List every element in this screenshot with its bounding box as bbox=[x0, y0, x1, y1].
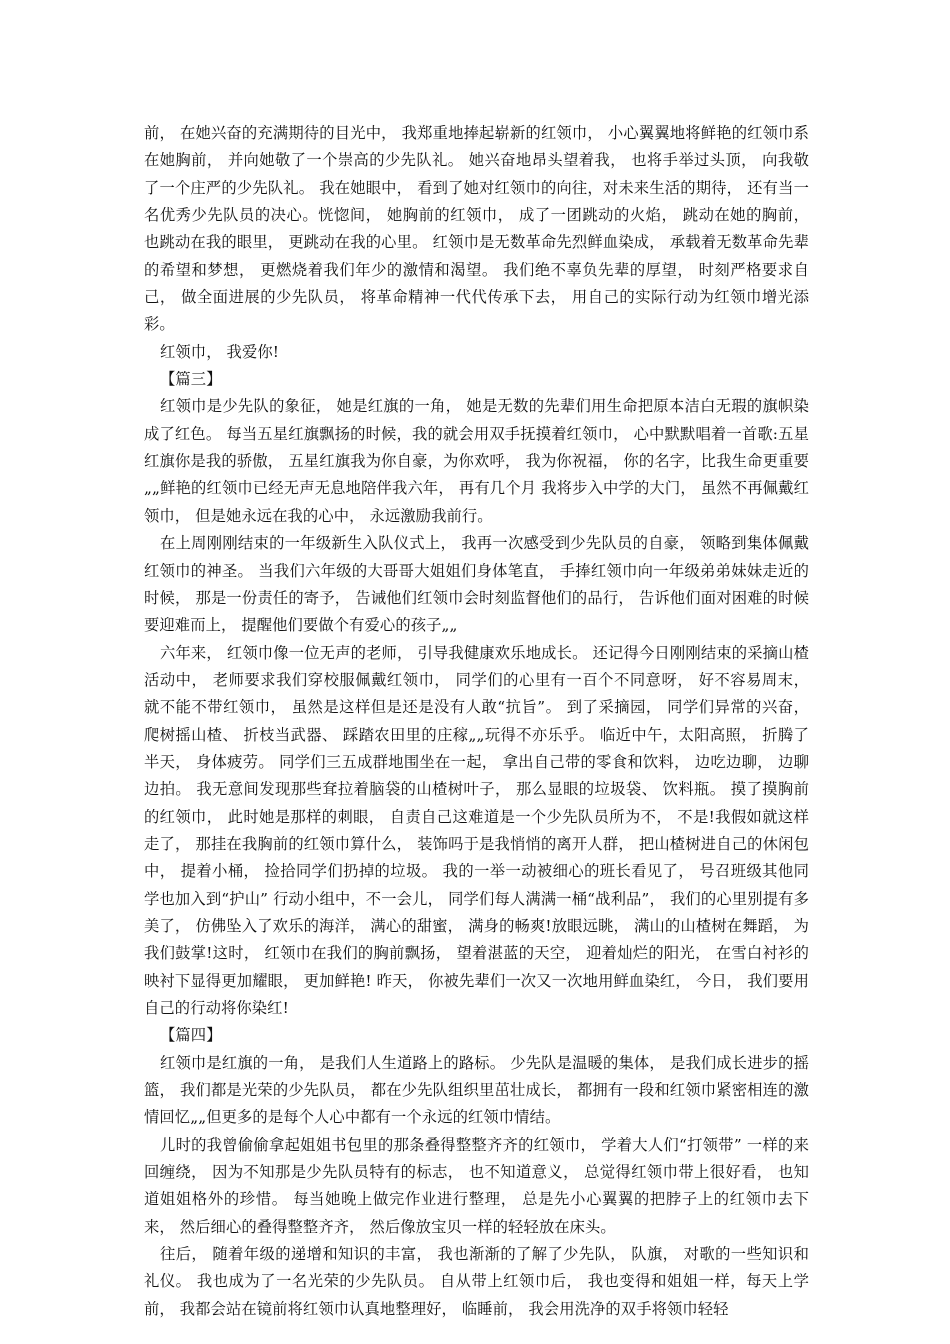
document-page bbox=[144, 120, 809, 1323]
paragraph: 往后， 随着年级的递增和知识的丰富， 我也渐渐的了解了少先队， 队旗， 对歌的一些知识和礼仪。 我也成为了一名光荣的少先队员。 自从带上红领巾后， 我也变得和姐姐一样，每天上学前， 我都会站在镜前将红领巾认真地整理好， 临睡前， 我会用洗净的双手将领巾轻轻 bbox=[144, 1245, 809, 1318]
paragraph: 前， 在她兴奋的充满期待的目光中， 我郑重地捧起崭新的红领巾， 小心翼翼地将鲜艳的红领巾系在她胸前， 并向她敬了一个崇高的少先队礼。 她兴奋地昂头望着我， 也将手举过头顶， 向我敬了一个庄严的少先队礼。 我在她眼中， 看到了她对红领巾的向往，对未来生活的期待， 还有当一名优秀少先队员的决心。恍惚间， 她胸前的红领巾， 成了一团跳动的火焰， 跳动在她的胸前， 也跳动在我的眼里， 更跳动在我的心里。 红领巾是无数革命先烈鲜血染成， 承载着无数革命先辈的希望和梦想， 更燃烧着我们年少的激情和渴望。 我们绝不辜负先辈的厚望， 时刻严格要求自己， 做全面进展的少先队员， 将革命精神一代代传承下去， 用自己的实际行动为红领巾增光添彩。 bbox=[144, 124, 809, 334]
paragraph: 儿时的我曾偷偷拿起姐姐书包里的那条叠得整整齐齐的红领巾， 学着大人们“打领带” 一样的来回缠绕， 因为不知那是少先队员特有的标志， 也不知道意义， 总觉得红领巾带上很好看， 也知道姐姐格外的珍惜。 每当她晚上做完作业进行整理， 总是先小心翼翼的把脖子上的红领巾去下来， 然后细心的叠得整整齐齐， 然后像放宝贝一样的轻轻放在床头。 bbox=[144, 1135, 809, 1236]
paragraph: 红领巾是少先队的象征， 她是红旗的一角， 她是无数的先辈们用生命把原本洁白无瑕的旗帜染成了红色。 每当五星红旗飘扬的时候，我的就会用双手抚摸着红领巾， 心中默默唱着一首歌:五星红旗你是我的骄傲， 五星红旗我为你自豪，为你欢呼， 我为你祝福， 你的名字，比我生命更重要„„鲜艳的红领巾已经无声无息地陪伴我六年， 再有几个月 我将步入中学的大门， 虽然不再佩戴红领巾， 但是她永远在我的心中， 永远激励我前行。 bbox=[144, 397, 809, 525]
section-heading: 【篇三】 bbox=[160, 370, 222, 389]
paragraph: 红领巾是红旗的一角， 是我们人生道路上的路标。 少先队是温暖的集体， 是我们成长进步的摇篮， 我们都是光荣的少先队员， 都在少先队组织里茁壮成长， 都拥有一段和红领巾紧密相连的激情回忆„„但更多的是每个人心中都有一个永远的红领巾情结。 bbox=[144, 1053, 809, 1127]
paragraph: 红领巾， 我爱你! bbox=[160, 342, 279, 361]
paragraph: 在上周刚刚结束的一年级新生入队仪式上， 我再一次感受到少先队员的自豪， 领略到集体佩戴红领巾的神圣。 当我们六年级的大哥哥大姐姐们身体笔直， 手捧红领巾向一年级弟弟妹妹走近的时候， 那是一份责任的寄予， 告诫他们红领巾会时刻监督他们的品行， 告诉他们面对困难的时候要迎难而上， 提醒他们要做个有爱心的孩子„„ bbox=[144, 534, 809, 635]
paragraph: 六年来， 红领巾像一位无声的老师， 引导我健康欢乐地成长。 还记得今日刚刚结束的采摘山楂活动中， 老师要求我们穿校服佩戴红领巾， 同学们的心里有一百个不同意呀， 好不容易周末， 就不能不带红领巾， 虽然是这样但是还是没有人敢“抗旨”。 到了采摘园， 同学们异常的兴奋， 爬树摇山楂、 折枝当武器、 踩踏农田里的庄稼„„玩得不亦乐乎。 临近中午，太阳高照， 折腾了半天， 身体疲劳。 同学们三五成群地围坐在一起， 拿出自己带的零食和饮料， 边吃边聊， 边聊边拍。 我无意间发现那些耷拉着脑袋的山楂树叶子， 那么显眼的垃圾袋、 饮料瓶。 摸了摸胸前的红领巾， 此时她是那样的刺眼， 自责自己这难道是一个少先队员所为不， 不是!我假如就这样走了， 那挂在我胸前的红领巾算什么， 装饰吗于是我悄悄的离开人群， 把山楂树进自己的休闲包中， 提着小桶， 捡拾同学们扔掉的垃圾。 我的一举一动被细心的班长看见了， 号召班级其他同学也加入到“护山” 行动小组中，不一会儿， 同学们每人满满一桶“战利品”， 我们的心里别提有多美了， 仿佛坠入了欢乐的海洋， 满心的甜蜜， 满身的畅爽!放眼远眺， 满山的山楂树在舞蹈， 为我们鼓掌!这时， 红领巾在我们的胸前飘扬， 望着湛蓝的天空， 迎着灿烂的阳光， 在雪白衬衫的映衬下显得更加耀眼， 更加鲜艳! 昨天， 你被先辈们一次又一次地用鲜血染红， 今日， 我们要用自己的行动将你染红! bbox=[144, 643, 809, 1017]
section-heading: 【篇四】 bbox=[160, 1026, 222, 1045]
